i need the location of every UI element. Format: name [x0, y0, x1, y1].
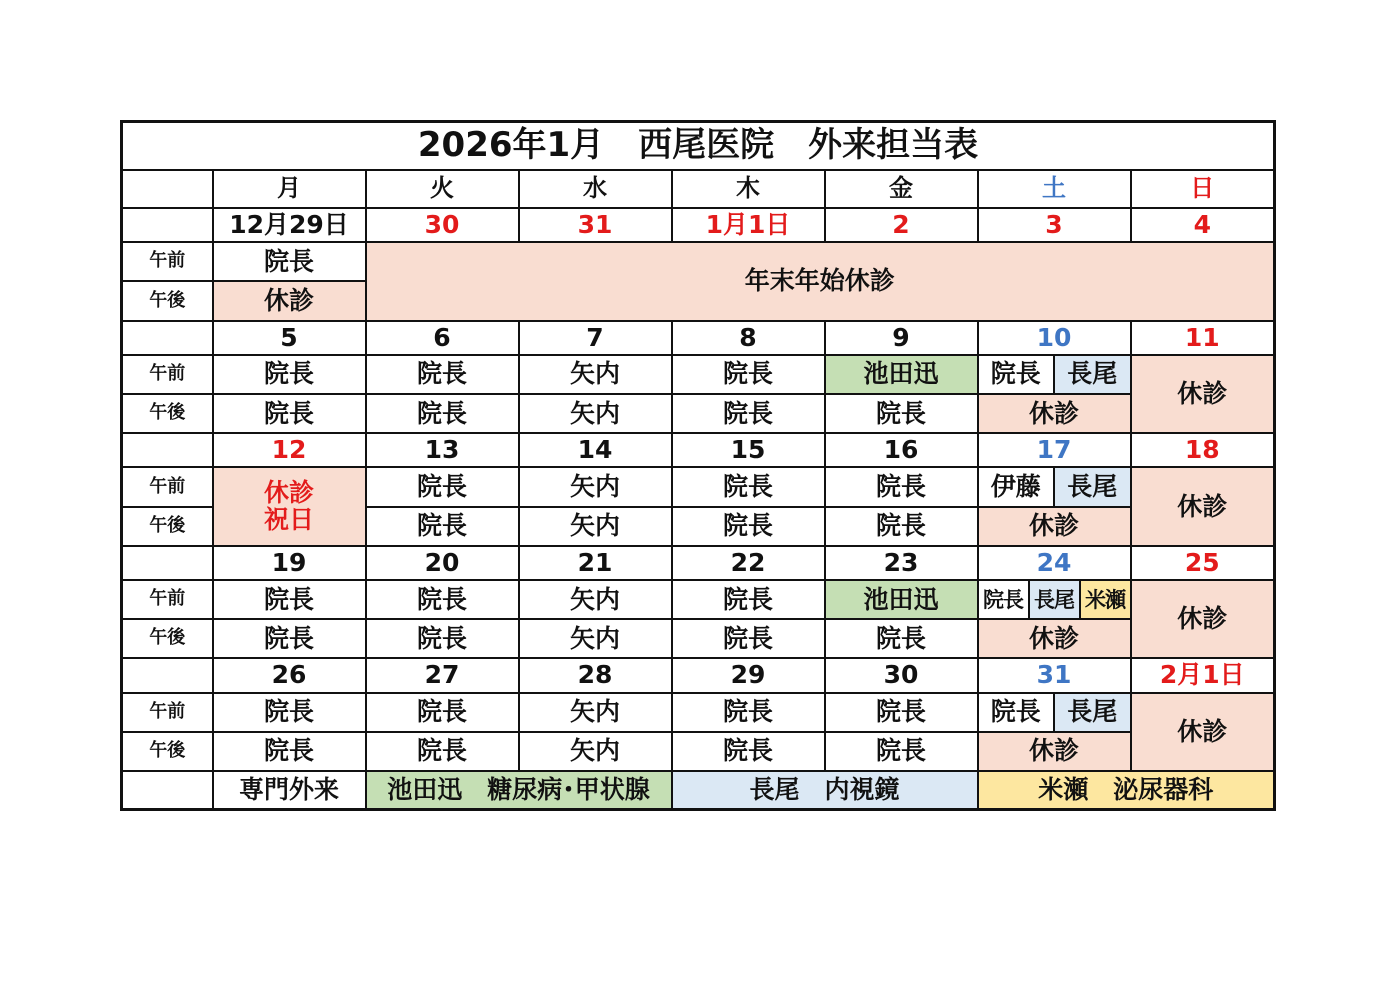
date-cell: 12月29日 — [213, 208, 366, 242]
doctor-cell: 院長 — [983, 587, 1023, 612]
saturday-am-cell — [978, 467, 1131, 506]
doctor-cell: 院長 — [672, 732, 825, 771]
doctor-cell: 院長 — [825, 394, 978, 433]
doctor-cell: 米瀬 — [1079, 581, 1130, 618]
doctor-cell: 院長 — [213, 242, 366, 281]
doctor-cell: 長尾 — [1053, 694, 1130, 731]
weekday-sun: 日 — [1131, 170, 1275, 208]
date-cell: 25 — [1131, 546, 1275, 580]
date-cell: 2月1日 — [1131, 658, 1275, 692]
doctor-cell: 院長 — [672, 580, 825, 619]
date-cell: 4 — [1131, 208, 1275, 242]
sunday-closed-cell: 休診 — [1131, 355, 1275, 433]
doctor-cell: 院長 — [213, 394, 366, 433]
am-label: 午前 — [122, 355, 213, 394]
doctor-cell: 院長 — [990, 359, 1041, 389]
date-cell: 7 — [519, 321, 672, 355]
date-cell: 11 — [1131, 321, 1275, 355]
date-cell: 20 — [366, 546, 519, 580]
saturday-am-cell — [978, 580, 1131, 619]
date-cell: 28 — [519, 658, 672, 692]
date-cell: 14 — [519, 433, 672, 467]
doctor-cell: 池田迅 — [825, 355, 978, 394]
date-cell: 9 — [825, 321, 978, 355]
doctor-cell: 長尾 — [1028, 581, 1079, 618]
doctor-cell: 矢内 — [519, 619, 672, 658]
doctor-cell: 院長 — [213, 580, 366, 619]
weekday-sat: 土 — [978, 170, 1131, 208]
saturday-pm-closed-cell: 休診 — [978, 507, 1131, 546]
doctor-cell: 院長 — [366, 355, 519, 394]
date-cell: 8 — [672, 321, 825, 355]
date-cell: 13 — [366, 433, 519, 467]
doctor-cell: 長尾 — [1053, 356, 1130, 393]
doctor-cell: 院長 — [672, 507, 825, 546]
doctor-cell: 院長 — [213, 693, 366, 732]
doctor-cell: 院長 — [672, 394, 825, 433]
specialist-nagao: 長尾 内視鏡 — [672, 771, 978, 809]
sunday-closed-cell: 休診 — [1131, 580, 1275, 658]
am-label: 午前 — [122, 693, 213, 732]
doctor-cell: 院長 — [825, 619, 978, 658]
doctor-cell: 院長 — [825, 732, 978, 771]
pm-label: 午後 — [122, 619, 213, 658]
footer-corner — [122, 771, 213, 809]
date-cell: 17 — [978, 433, 1131, 467]
date-cell: 30 — [825, 658, 978, 692]
doctor-cell: 院長 — [672, 619, 825, 658]
date-cell: 27 — [366, 658, 519, 692]
date-cell: 23 — [825, 546, 978, 580]
doctor-cell: 矢内 — [519, 732, 672, 771]
doctor-cell: 矢内 — [519, 507, 672, 546]
doctor-cell: 矢内 — [519, 693, 672, 732]
doctor-cell: 院長 — [990, 697, 1041, 727]
doctor-cell: 院長 — [366, 580, 519, 619]
weekday-mon: 月 — [213, 170, 366, 208]
saturday-am-cell — [978, 693, 1131, 732]
specialist-label: 専門外来 — [213, 771, 366, 809]
date-cell: 1月1日 — [672, 208, 825, 242]
date-cell: 3 — [978, 208, 1131, 242]
sunday-closed-cell: 休診 — [1131, 693, 1275, 771]
doctor-cell: 伊藤 — [990, 471, 1041, 501]
page-title: 2026年1月 西尾医院 外来担当表 — [122, 122, 1275, 170]
doctor-cell: 矢内 — [519, 467, 672, 506]
date-cell: 31 — [519, 208, 672, 242]
holiday-closed-cell — [213, 467, 366, 545]
weekday-fri: 金 — [825, 170, 978, 208]
doctor-cell: 院長 — [213, 619, 366, 658]
date-cell: 5 — [213, 321, 366, 355]
closed-cell: 休診 — [213, 281, 366, 320]
pm-label: 午後 — [122, 281, 213, 320]
doctor-cell: 院長 — [366, 507, 519, 546]
doctor-cell: 院長 — [672, 467, 825, 506]
doctor-cell: 院長 — [825, 693, 978, 732]
sunday-closed-cell: 休診 — [1131, 467, 1275, 545]
doctor-cell: 院長 — [825, 467, 978, 506]
doctor-cell: 院長 — [366, 732, 519, 771]
doctor-cell: 池田迅 — [825, 580, 978, 619]
am-label: 午前 — [122, 580, 213, 619]
date-row-label — [122, 321, 213, 355]
doctor-cell: 院長 — [366, 394, 519, 433]
saturday-pm-closed-cell: 休診 — [978, 619, 1131, 658]
date-cell: 24 — [978, 546, 1131, 580]
date-cell: 21 — [519, 546, 672, 580]
pm-label: 午後 — [122, 507, 213, 546]
date-row-label — [122, 546, 213, 580]
specialist-yonese: 米瀬 泌尿器科 — [978, 771, 1275, 809]
weekday-wed: 水 — [519, 170, 672, 208]
holiday-label: 祝日 — [263, 504, 314, 534]
doctor-cell: 院長 — [672, 355, 825, 394]
saturday-pm-closed-cell: 休診 — [978, 732, 1131, 771]
date-row-label — [122, 658, 213, 692]
specialist-ikeda: 池田迅 糖尿病･甲状腺 — [366, 771, 672, 809]
date-cell: 16 — [825, 433, 978, 467]
doctor-cell: 長尾 — [1053, 468, 1130, 505]
date-cell: 15 — [672, 433, 825, 467]
doctor-cell: 院長 — [366, 467, 519, 506]
doctor-cell: 院長 — [213, 355, 366, 394]
doctor-cell: 院長 — [366, 619, 519, 658]
doctor-cell: 院長 — [672, 693, 825, 732]
date-cell: 10 — [978, 321, 1131, 355]
date-cell: 6 — [366, 321, 519, 355]
doctor-cell: 院長 — [825, 507, 978, 546]
date-cell: 12 — [213, 433, 366, 467]
date-cell: 22 — [672, 546, 825, 580]
date-cell: 26 — [213, 658, 366, 692]
saturday-pm-closed-cell: 休診 — [978, 394, 1131, 433]
date-cell: 29 — [672, 658, 825, 692]
am-label: 午前 — [122, 467, 213, 506]
date-cell: 2 — [825, 208, 978, 242]
date-cell: 31 — [978, 658, 1131, 692]
corner-cell — [122, 170, 213, 208]
doctor-cell: 矢内 — [519, 394, 672, 433]
am-label: 午前 — [122, 242, 213, 281]
date-cell: 30 — [366, 208, 519, 242]
doctor-cell: 院長 — [366, 693, 519, 732]
new-year-closed-cell: 年末年始休診 — [366, 242, 1275, 320]
weekday-tue: 火 — [366, 170, 519, 208]
saturday-am-cell — [978, 355, 1131, 394]
date-row-label — [122, 433, 213, 467]
doctor-cell: 院長 — [213, 732, 366, 771]
weekday-thu: 木 — [672, 170, 825, 208]
pm-label: 午後 — [122, 732, 213, 771]
date-cell: 19 — [213, 546, 366, 580]
date-cell: 18 — [1131, 433, 1275, 467]
date-row-label — [122, 208, 213, 242]
closed-label: 休診 — [263, 478, 314, 508]
doctor-cell: 矢内 — [519, 580, 672, 619]
pm-label: 午後 — [122, 394, 213, 433]
doctor-cell: 矢内 — [519, 355, 672, 394]
schedule-table — [120, 120, 1276, 811]
